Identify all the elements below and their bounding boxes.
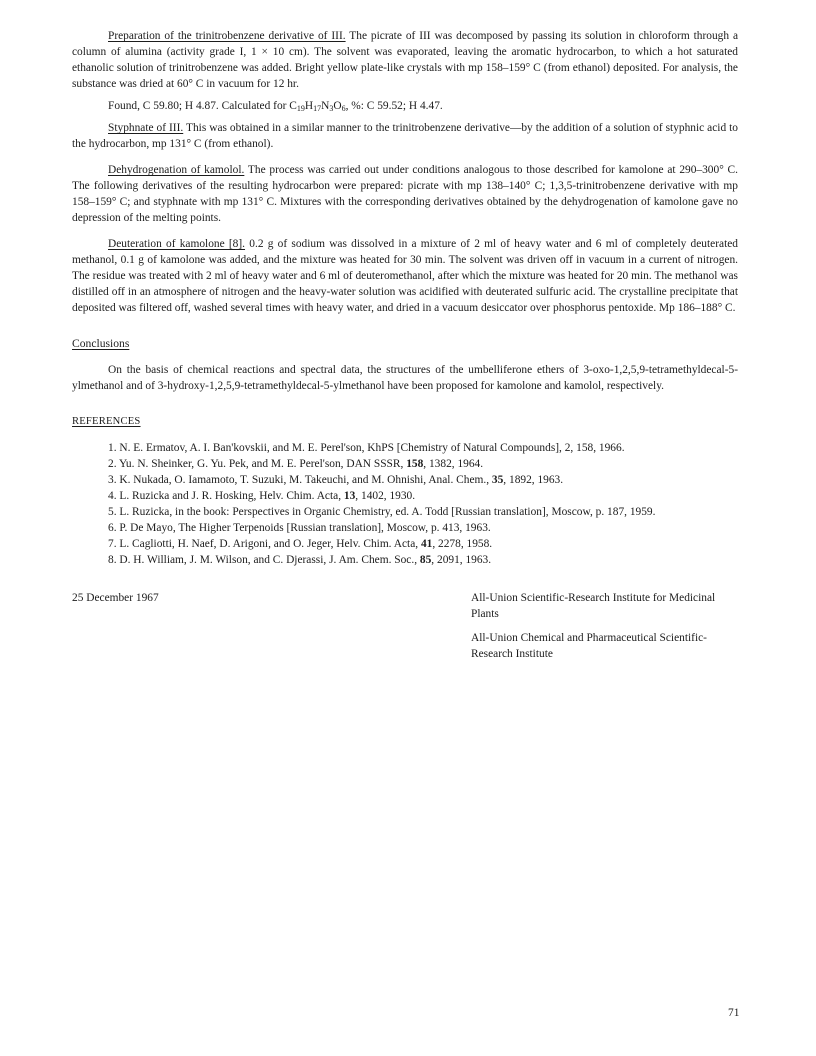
paragraph-body: This was obtained in a similar manner to the trinitrobenzene derivative—by the addition of a solution of styphnic acid to the hydrocarbon, mp 131° C (from ethanol). <box>72 122 738 150</box>
paragraph-heading: Preparation of the trinitrobenzene derivative of III. <box>108 30 346 42</box>
analysis-result: Found, C 59.80; H 4.87. Calculated for $C_{19}H_{17}N_3O_6$, %: C 59.52; H 4.47. <box>108 100 443 113</box>
submission-date: 25 December 1967 <box>72 592 159 604</box>
institutions <box>471 590 739 662</box>
reference-item: 6. P. De Mayo, The Higher Terpenoids [Russian translation], Moscow, p. 413, 1963. <box>108 522 491 534</box>
reference-item: 5. L. Ruzicka, in the book: Perspectives in Organic Chemistry, ed. A. Todd [Russian translation], Moscow, p. 187, 1959. <box>108 506 656 518</box>
paragraph-body: The process was carried out under conditions analogous to those described for kamolone at 290–300° C. The following derivatives of the resulting hydrocarbon were prepared: picrate with mp 138–140° C; 1,3,5-trinitrobenzene derivative with mp 158–159° C; and styphnate with mp 131° C. Mixtures with the corresponding derivatives obtained by the dehydrogenation of kamolone gave no depression of the melting points. <box>72 164 738 224</box>
reference-item: 8. D. H. William, J. M. Wilson, and C. Djerassi, J. Am. Chem. Soc., 85, 2091, 1963. <box>108 554 492 566</box>
paragraph-body: 0.2 g of sodium was dissolved in a mixture of 2 ml of heavy water and 6 ml of completely deuterated methanol, 0.1 g of kamolone was added, and the mixture was heated for 30 min. The solvent was driven off in vacuum in a current of nitrogen. The residue was treated with 2 ml of heavy water and 6 ml of deuteromethanol, after which the mixture was heated for 20 min. The methanol was distilled off in an atmosphere of nitrogen and the heavy-water solution was acidified with deuterated sulfuric acid. The crystalline precipitate that deposited was filtered off, washed several times with heavy water, and dried in a vacuum desiccator over phosphorus pentoxide. Mp 186–188° C. <box>72 238 738 314</box>
reference-item: 4. L. Ruzicka and J. R. Hosking, Helv. Chim. Acta, 13, 1402, 1930. <box>108 490 416 502</box>
paragraph-trinitrobenzene-derivative <box>72 28 738 92</box>
paragraph-styphnate <box>72 120 738 152</box>
footer <box>72 590 738 670</box>
paper-page <box>72 28 738 670</box>
reference-item: 7. L. Cagliotti, H. Naef, D. Arigoni, and O. Jeger, Helv. Chim. Acta, 41, 2278, 1958. <box>108 538 493 550</box>
page-number: 71 <box>728 1007 740 1019</box>
paragraph-body: The picrate of III was decomposed by passing its solution in chloroform through a column of alumina (activity grade I, 1 × 10 cm). The solvent was evaporated, leaving the aromatic hydrocarbon, to which a hot saturated ethanolic solution of trinitrobenzene was added. Bright yellow plate-like crystals with mp 158–159° C (from ethanol) deposited. For analysis, the substance was dried at 60° C in vacuum for 12 hr. <box>72 30 738 90</box>
paragraph-heading: Styphnate of III. <box>108 122 184 134</box>
paragraph-heading: Dehydrogenation of kamolol. <box>108 164 245 176</box>
conclusions-text: On the basis of chemical reactions and spectral data, the structures of the umbelliferone ethers of 3-oxo-1,2,5,9-tetramethyldecal-5-ylmethanol and of 3-hydroxy-1,2,5,9-tetramethyldecal-5-ylmethanol have been proposed for kamolone and kamolol, respectively. <box>72 364 738 392</box>
reference-item: 2. Yu. N. Sheinker, G. Yu. Pek, and M. E. Perel'son, DAN SSSR, 158, 1382, 1964. <box>108 458 484 470</box>
institution-1: All-Union Scientific-Research Institute for Medicinal Plants <box>471 592 716 620</box>
paragraph-dehydrogenation <box>72 162 738 226</box>
paragraph-deuteration <box>72 236 738 316</box>
reference-item: 3. K. Nukada, O. Iamamoto, T. Suzuki, M. Takeuchi, and M. Ohnishi, Anal. Chem., 35, 1892, 1963. <box>108 474 564 486</box>
paragraph-heading: Deuteration of kamolone [8]. <box>108 238 246 250</box>
institution-2: All-Union Chemical and Pharmaceutical Scientific-Research Institute <box>471 632 707 660</box>
conclusions-heading: Conclusions <box>72 337 130 350</box>
reference-item: 1. N. E. Ermatov, A. I. Ban'kovskii, and M. E. Perel'son, KhPS [Chemistry of Natural Compounds], 2, 158, 1966. <box>108 442 625 454</box>
references-list <box>72 440 738 568</box>
references-heading: REFERENCES <box>72 416 141 427</box>
